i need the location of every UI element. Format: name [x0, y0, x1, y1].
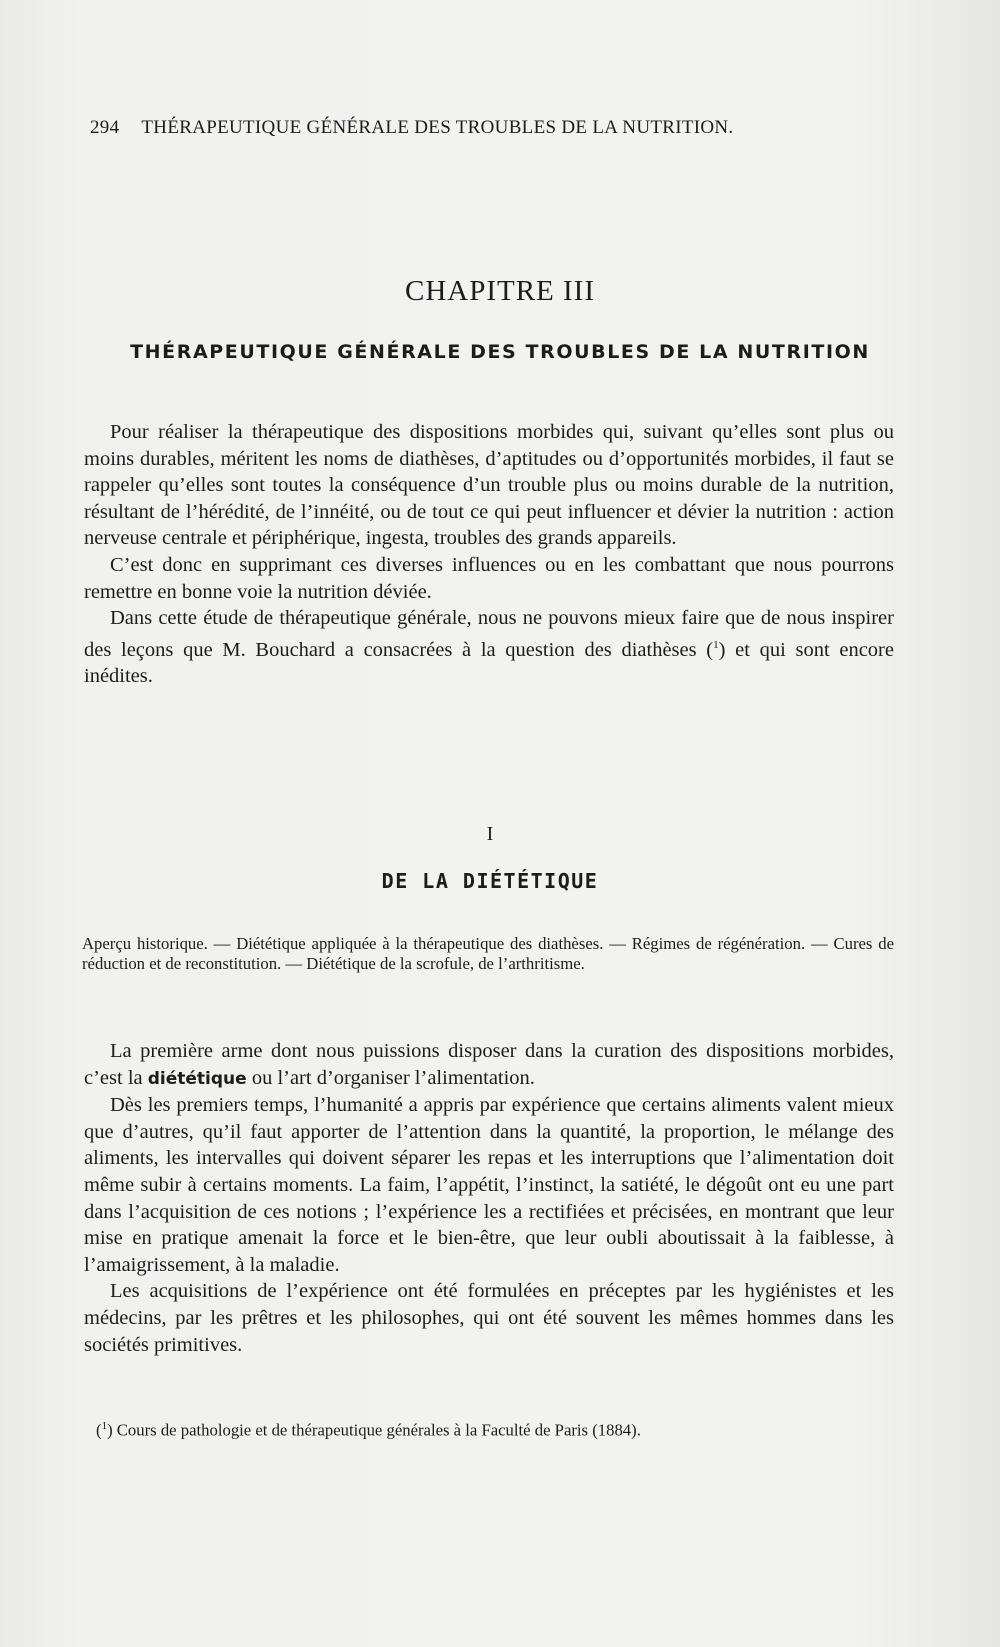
section-summary: Aperçu historique. — Diététique appliquée à la thérapeutique des diathèses. — Régimes de régénération. — Cures de réduction et de reconstitution. — Diététique de la scrofule, de l’arthritisme. — [82, 934, 894, 973]
footnote-reference: 1 — [713, 638, 719, 651]
main-text — [84, 1038, 894, 1358]
paragraph-text: La première arme dont nous puissions disposer dans la curation des dispositions morbides, c’est la — [84, 1040, 894, 1089]
intro-paragraph-2: C’est donc en supprimant ces diverses influences ou en les combattant que nous pourrons remettre en bonne voie la nutrition déviée. — [84, 553, 894, 603]
paragraph-text: ou l’art d’organiser l’alimentation. — [246, 1066, 535, 1089]
footnote-text: Cours de pathologie et de thérapeutique générales à la Faculté de Paris (1884). — [116, 1420, 641, 1440]
page-number: 294 — [90, 117, 120, 138]
running-head-title: THÉRAPEUTIQUE GÉNÉRALE DES TROUBLES DE LA NUTRITION. — [141, 117, 734, 138]
section-number: I — [486, 823, 494, 845]
main-paragraph-1 — [84, 1038, 894, 1092]
chapter-number: CHAPITRE III — [404, 275, 595, 307]
chapter-title: THÉRAPEUTIQUE GÉNÉRALE DES TROUBLES DE LA NUTRITION — [130, 341, 870, 363]
paragraph-text: ) et qui sont encore inédites. — [84, 638, 894, 688]
intro-paragraph-3 — [84, 605, 894, 690]
main-paragraph-3: Les acquisitions de l’expérience ont été formulées en préceptes par les hygiénistes et les médecins, par les prêtres et les philosophes, qui ont été souvent les mêmes hommes dans les sociétés primitives. — [84, 1280, 894, 1356]
paragraph-text: Dans cette étude de thérapeutique générale, nous ne pouvons mieux faire que de nous inspirer des leçons que M. Bouchard a consacrées à la question des diathèses ( — [84, 607, 894, 661]
footnote: ($^1$) Cours de pathologie et de thérapeutique générales à la Faculté de Paris (1884). — [96, 1420, 641, 1440]
running-head — [90, 117, 820, 139]
main-paragraph-2: Dès les premiers temps, l’humanité a appris par expérience que certains aliments valent mieux que d’autres, qu’il faut apporter de l’attention dans la quantité, la proportion, le mélange des aliments, les intervalles qui doivent séparer les repas et les interruptions que l’alimentation doit même subir à certains moments. La faim, l’appétit, l’instinct, la satiété, le dégoût ont eu une part dans l’acquisition de ces notions ; l’expérience les a rectifiées et précisées, en montrant que leur mise en pratique amenait la force et le bien-être, que leur oubli aboutissait à la faiblesse, à l’amaigrissement, à la maladie. — [84, 1094, 894, 1276]
footnote-mark: 1 — [101, 1420, 108, 1432]
bold-term: diététique — [147, 1068, 247, 1089]
intro-text — [84, 419, 894, 690]
intro-paragraph-1: Pour réaliser la thérapeutique des dispositions morbides qui, suivant qu’elles sont plus ou moins durables, méritent les noms de diathèses, d’aptitudes ou d’opportunités morbides, il faut se rappeler qu’elles sont toutes la conséquence d’un trouble plus ou moins durable de la nutrition, résultant de l’hérédité, de l’innéité, ou de tout ce qui peut influencer et dévier la nutrition : action nerveuse centrale et périphérique, ingesta, troubles des grands appareils. — [84, 421, 894, 550]
section-title: DE LA DIÉTÉTIQUE — [381, 869, 599, 893]
